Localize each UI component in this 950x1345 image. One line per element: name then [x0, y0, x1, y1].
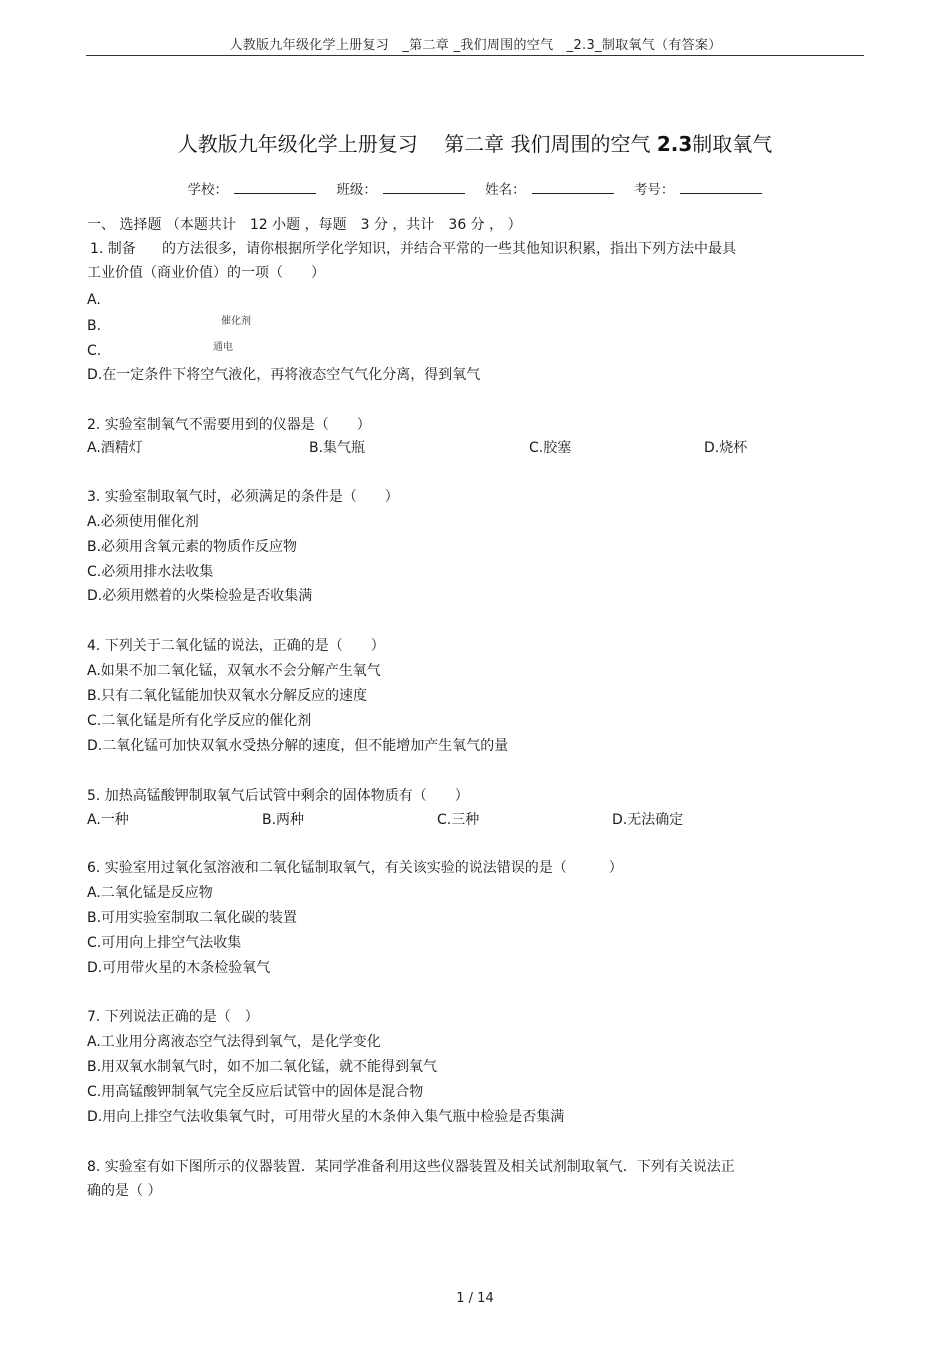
- q6-option-c[interactable]: C.可用向上排空气法收集: [87, 935, 242, 951]
- q5-options: [87, 811, 787, 829]
- q4-option-b[interactable]: B.只有二氧化锰能加快双氧水分解反应的速度: [87, 688, 368, 704]
- school-field: 学校：: [188, 182, 317, 198]
- q2-option-b[interactable]: B.集气瓶: [309, 440, 366, 456]
- title-suffix: 制取氧气: [692, 132, 773, 156]
- header-divider: [86, 55, 864, 56]
- q7-option-c[interactable]: C.用高锰酸钾制氧气完全反应后试管中的固体是混合物: [87, 1084, 424, 1100]
- q4-option-a[interactable]: A.如果不加二氧化锰，双氧水不会分解产生氧气: [87, 663, 381, 679]
- q7-option-b[interactable]: B.用双氧水制氧气时，如不加二氧化锰，就不能得到氧气: [87, 1059, 438, 1075]
- q5-option-d[interactable]: D.无法确定: [612, 812, 684, 828]
- q1-option-c-condition: 通电: [213, 342, 233, 353]
- q2-options: [87, 439, 787, 457]
- exam-no-field: 考号：: [634, 182, 763, 198]
- q3-option-a[interactable]: A.必须使用催化剂: [87, 514, 199, 530]
- q6-option-d[interactable]: D.可用带火星的木条检验氧气: [87, 960, 271, 976]
- page-title: [0, 128, 950, 157]
- q2-option-c[interactable]: C.胶塞: [529, 440, 572, 456]
- q3-stem: 3. 实验室制取氧气时，必须满足的条件是（ ）: [87, 489, 399, 505]
- exam-no-blank[interactable]: [680, 181, 762, 194]
- q5-option-b[interactable]: B.两种: [262, 812, 305, 828]
- q3-option-b[interactable]: B.必须用含氧元素的物质作反应物: [87, 539, 298, 555]
- student-info-line: [0, 178, 950, 198]
- q1-option-b-condition: 催化剂: [221, 316, 251, 327]
- q7-option-d[interactable]: D.用向上排空气法收集氧气时，可用带火星的木条伸入集气瓶中检验是否集满: [87, 1109, 565, 1125]
- q2-option-d[interactable]: D.烧杯: [704, 440, 748, 456]
- q3-option-d[interactable]: D.必须用燃着的火柴检验是否收集满: [87, 588, 313, 604]
- q6-stem: 6. 实验室用过氧化氢溶液和二氧化锰制取氧气，有关该实验的说法错误的是（ ）: [87, 860, 623, 876]
- class-blank[interactable]: [383, 181, 465, 194]
- q4-stem: 4. 下列关于二氧化锰的说法，正确的是（ ）: [87, 638, 385, 654]
- q1-option-c[interactable]: C.: [87, 343, 102, 359]
- q1-stem-part1: 1. 制备: [90, 241, 136, 257]
- q2-option-a[interactable]: A.酒精灯: [87, 440, 143, 456]
- class-field: 班级：: [336, 182, 465, 198]
- q3-option-c[interactable]: C.必须用排水法收集: [87, 564, 214, 580]
- page-number: 1 / 14: [456, 1291, 494, 1306]
- q5-option-c[interactable]: C.三种: [437, 812, 480, 828]
- q8-stem-part2: 确的是（ ）: [87, 1183, 162, 1199]
- q1-option-b[interactable]: B.: [87, 318, 102, 334]
- q1-option-d[interactable]: D.在一定条件下将空气液化，再将液态空气气化分离，得到氧气: [87, 367, 481, 383]
- q7-option-a[interactable]: A.工业用分离液态空气法得到氧气，是化学变化: [87, 1034, 381, 1050]
- q6-option-b[interactable]: B.可用实验室制取二氧化碳的装置: [87, 910, 298, 926]
- q2-stem: 2. 实验室制氧气不需要用到的仪器是（ ）: [87, 417, 371, 433]
- name-blank[interactable]: [532, 181, 614, 194]
- q7-stem: 7. 下列说法正确的是（ ）: [87, 1009, 259, 1025]
- q5-stem: 5. 加热高锰酸钾制取氧气后试管中剩余的固体物质有（ ）: [87, 788, 469, 804]
- q6-option-a[interactable]: A.二氧化锰是反应物: [87, 885, 213, 901]
- school-blank[interactable]: [234, 181, 316, 194]
- q4-option-d[interactable]: D.二氧化锰可加快双氧水受热分解的速度，但不能增加产生氧气的量: [87, 738, 509, 754]
- section-heading: 一、 选择题 （本题共计 12 小题 ，每题 3 分 ，共计 36 分 ， ）: [87, 217, 522, 233]
- q8-stem-part1: 8. 实验室有如下图所示的仪器装置．某同学准备利用这些仪器装置及相关试剂制取氧气．下列有关说法正: [87, 1159, 735, 1175]
- q1-stem-part2: 的方法很多，请你根据所学化学知识，并结合平常的一些其他知识积累，指出下列方法中最具: [162, 241, 736, 257]
- q4-option-c[interactable]: C.二氧化锰是所有化学反应的催化剂: [87, 713, 312, 729]
- title-number: 2.3: [656, 132, 693, 156]
- title-main: 人教版九年级化学上册复习 第二章 我们周围的空气: [177, 132, 651, 156]
- running-header: 人教版九年级化学上册复习 _第二章 _我们周围的空气 _2.3_制取氧气（有答案）: [229, 38, 722, 53]
- q5-option-a[interactable]: A.一种: [87, 812, 129, 828]
- q1-stem-part3: 工业价值（商业价值）的一项（ ）: [87, 265, 325, 281]
- name-field: 姓名：: [485, 182, 614, 198]
- q1-option-a[interactable]: A.: [87, 292, 101, 308]
